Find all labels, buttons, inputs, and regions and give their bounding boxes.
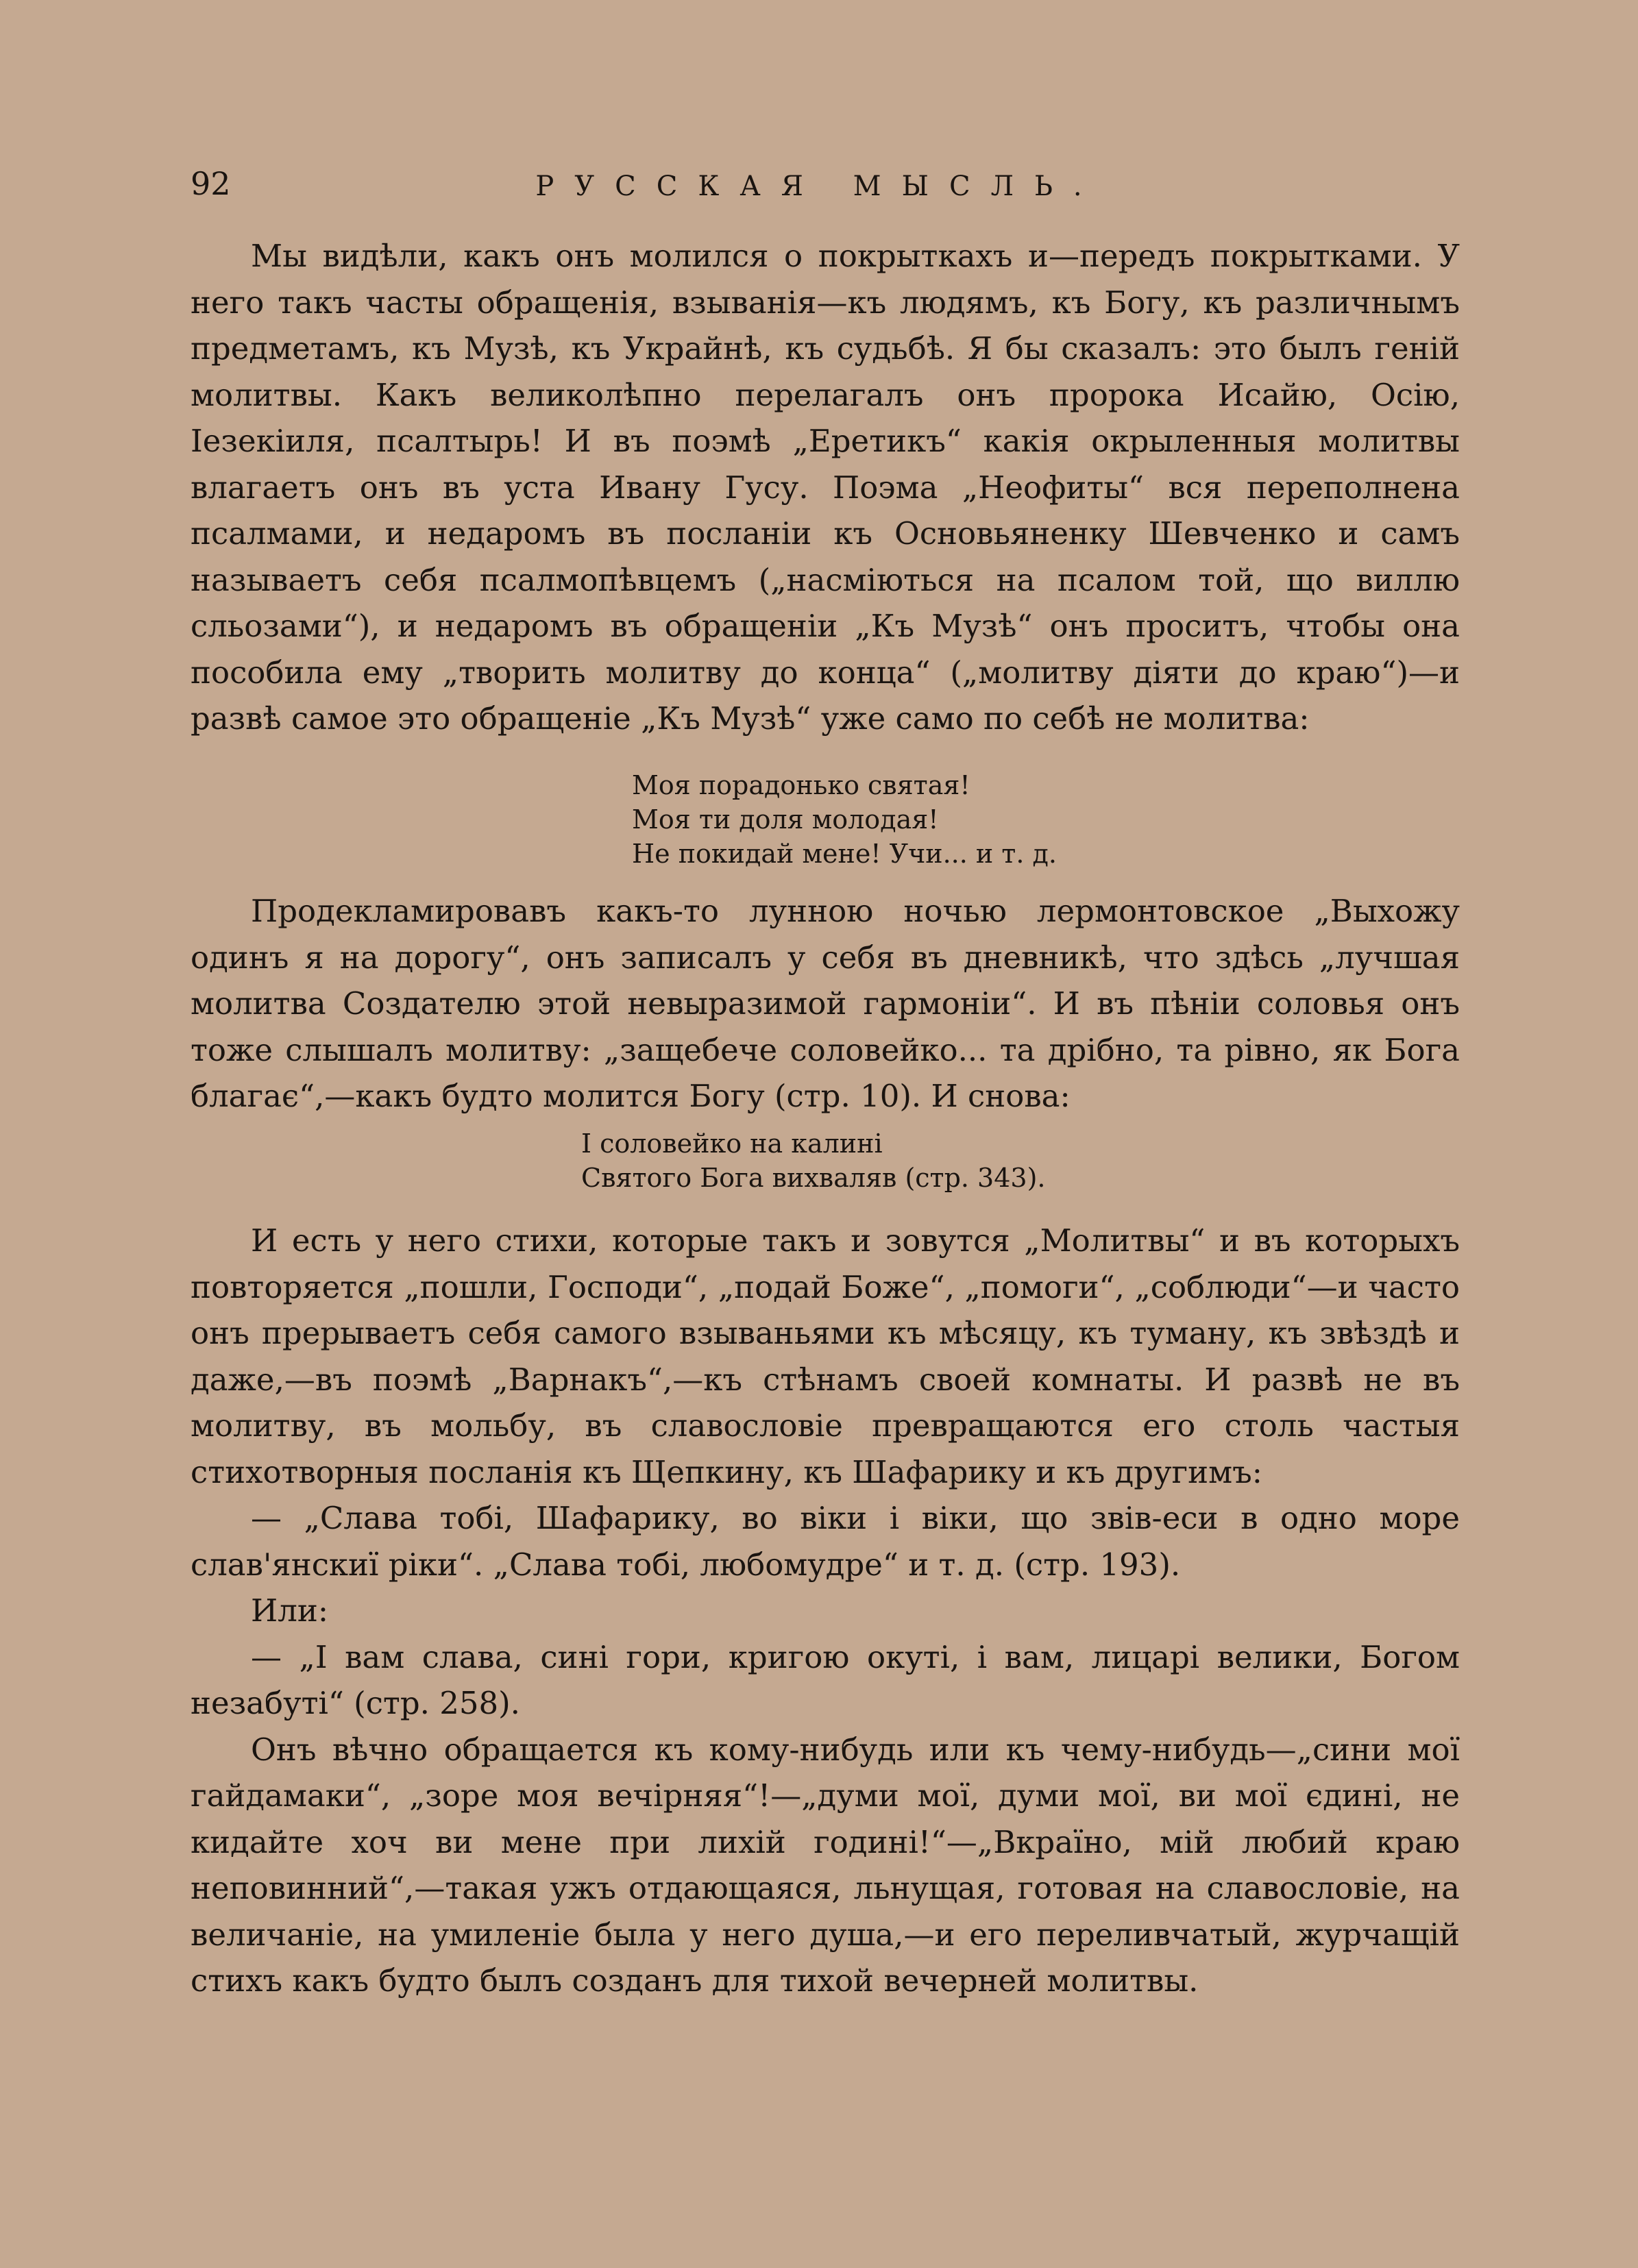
- paragraph: Или:: [251, 1592, 328, 1629]
- paragraph: Онъ вѣчно обращается къ кому-нибудь или къ чему-нибудь—„сини мої гайдамаки“, „зоре моя вечірняя“!—„думи мої, думи мої, ви мої єдині, не кидайте хоч ви мене при лихій годині!“—„Вкраїно, мій любий краю неповинний“,—такая ужъ отдающаяся, льнущая, готовая на славословіе, на величаніе, на умиленіе была у него душа,—и его переливчатый, журчащій стихъ какъ будто былъ созданъ для тихой вечерней молитвы.: [191, 1731, 1460, 1999]
- text-block-3: [191, 1218, 1460, 2004]
- text-block-2: [191, 888, 1460, 1120]
- paragraph: Продекламировавъ какъ-то лунною ночью лермонтовское „Выхожу одинъ я на дорогу“, онъ записалъ у себя въ дневникѣ, что здѣсь „лучшая молитва Создателю этой невыразимой гармоніи“. И въ пѣніи соловья онъ тоже слышалъ молитву: „защебече соловейко... та дрібно, та рівно, як Бога благає“,—какъ будто молится Богу (стр. 10). И снова:: [191, 893, 1460, 1114]
- page-number: 92: [191, 165, 231, 202]
- verse-line: Святого Бога вихваляв (стр. 343).: [581, 1163, 1046, 1193]
- verse-line: Не покидай мене! Учи... и т. д.: [632, 839, 1057, 869]
- verse-quote-2: [581, 1126, 1267, 1195]
- running-head: РУССКАЯ МЫСЛЬ.: [535, 171, 1103, 202]
- paragraph: Мы видѣли, какъ онъ молился о покрыткахъ и—передъ покрытками. У него такъ часты обращенія, взыванія—къ людямъ, къ Богу, къ различнымъ предметамъ, къ Музѣ, къ Украйнѣ, къ судьбѣ. Я бы сказалъ: это былъ геній молитвы. Какъ великолѣпно перелагалъ онъ пророка Исайю, Осію, Іезекіиля, псалтырь! И въ поэмѣ „Еретикъ“ какія окрыленныя молитвы влагаетъ онъ въ уста Ивану Гусу. Поэма „Неофиты“ вся переполнена псалмами, и недаромъ въ посланіи къ Основьяненку Шевченко и самъ называетъ себя псалмопѣвцемъ („насміються на псалом той, що виллю сльозами“), и недаромъ въ обращеніи „Къ Музѣ“ онъ проситъ, чтобы она пособила ему „творить молитву до конца“ („молитву діяти до краю“)—и развѣ самое это обращеніе „Къ Музѣ“ уже само по себѣ не молитва:: [191, 238, 1460, 737]
- verse-line: Моя ти доля молодая!: [632, 804, 939, 835]
- verse-line: І соловейко на калині: [581, 1129, 883, 1159]
- verse-quote-1: [632, 768, 1317, 871]
- paragraph: И есть у него стихи, которые такъ и зовутся „Молитвы“ и въ которыхъ повторяется „пошли, Господи“, „подай Боже“, „помоги“, „соблюди“—и часто онъ прерываетъ себя самого взываньями къ мѣсяцу, къ туману, къ звѣздѣ и даже,—въ поэмѣ „Варнакъ“,—къ стѣнамъ своей комнаты. И развѣ не въ молитву, въ мольбу, въ славословіе превращаются его столь частыя стихотворныя посланія къ Щепкину, къ Шафарику и къ другимъ:: [191, 1222, 1460, 1490]
- text-block-1: [191, 233, 1460, 742]
- verse-line: Моя порадонько святая!: [632, 770, 970, 800]
- paragraph: — „І вам слава, сині гори, кригою окуті, і вам, лицарі велики, Богом незабуті“ (стр. 258).: [191, 1638, 1460, 1721]
- paragraph: — „Слава тобі, Шафарику, во віки і віки, що звів-еси в одно море слав'янскиї ріки“. „Слава тобі, любомудре“ и т. д. (стр. 193).: [191, 1500, 1460, 1583]
